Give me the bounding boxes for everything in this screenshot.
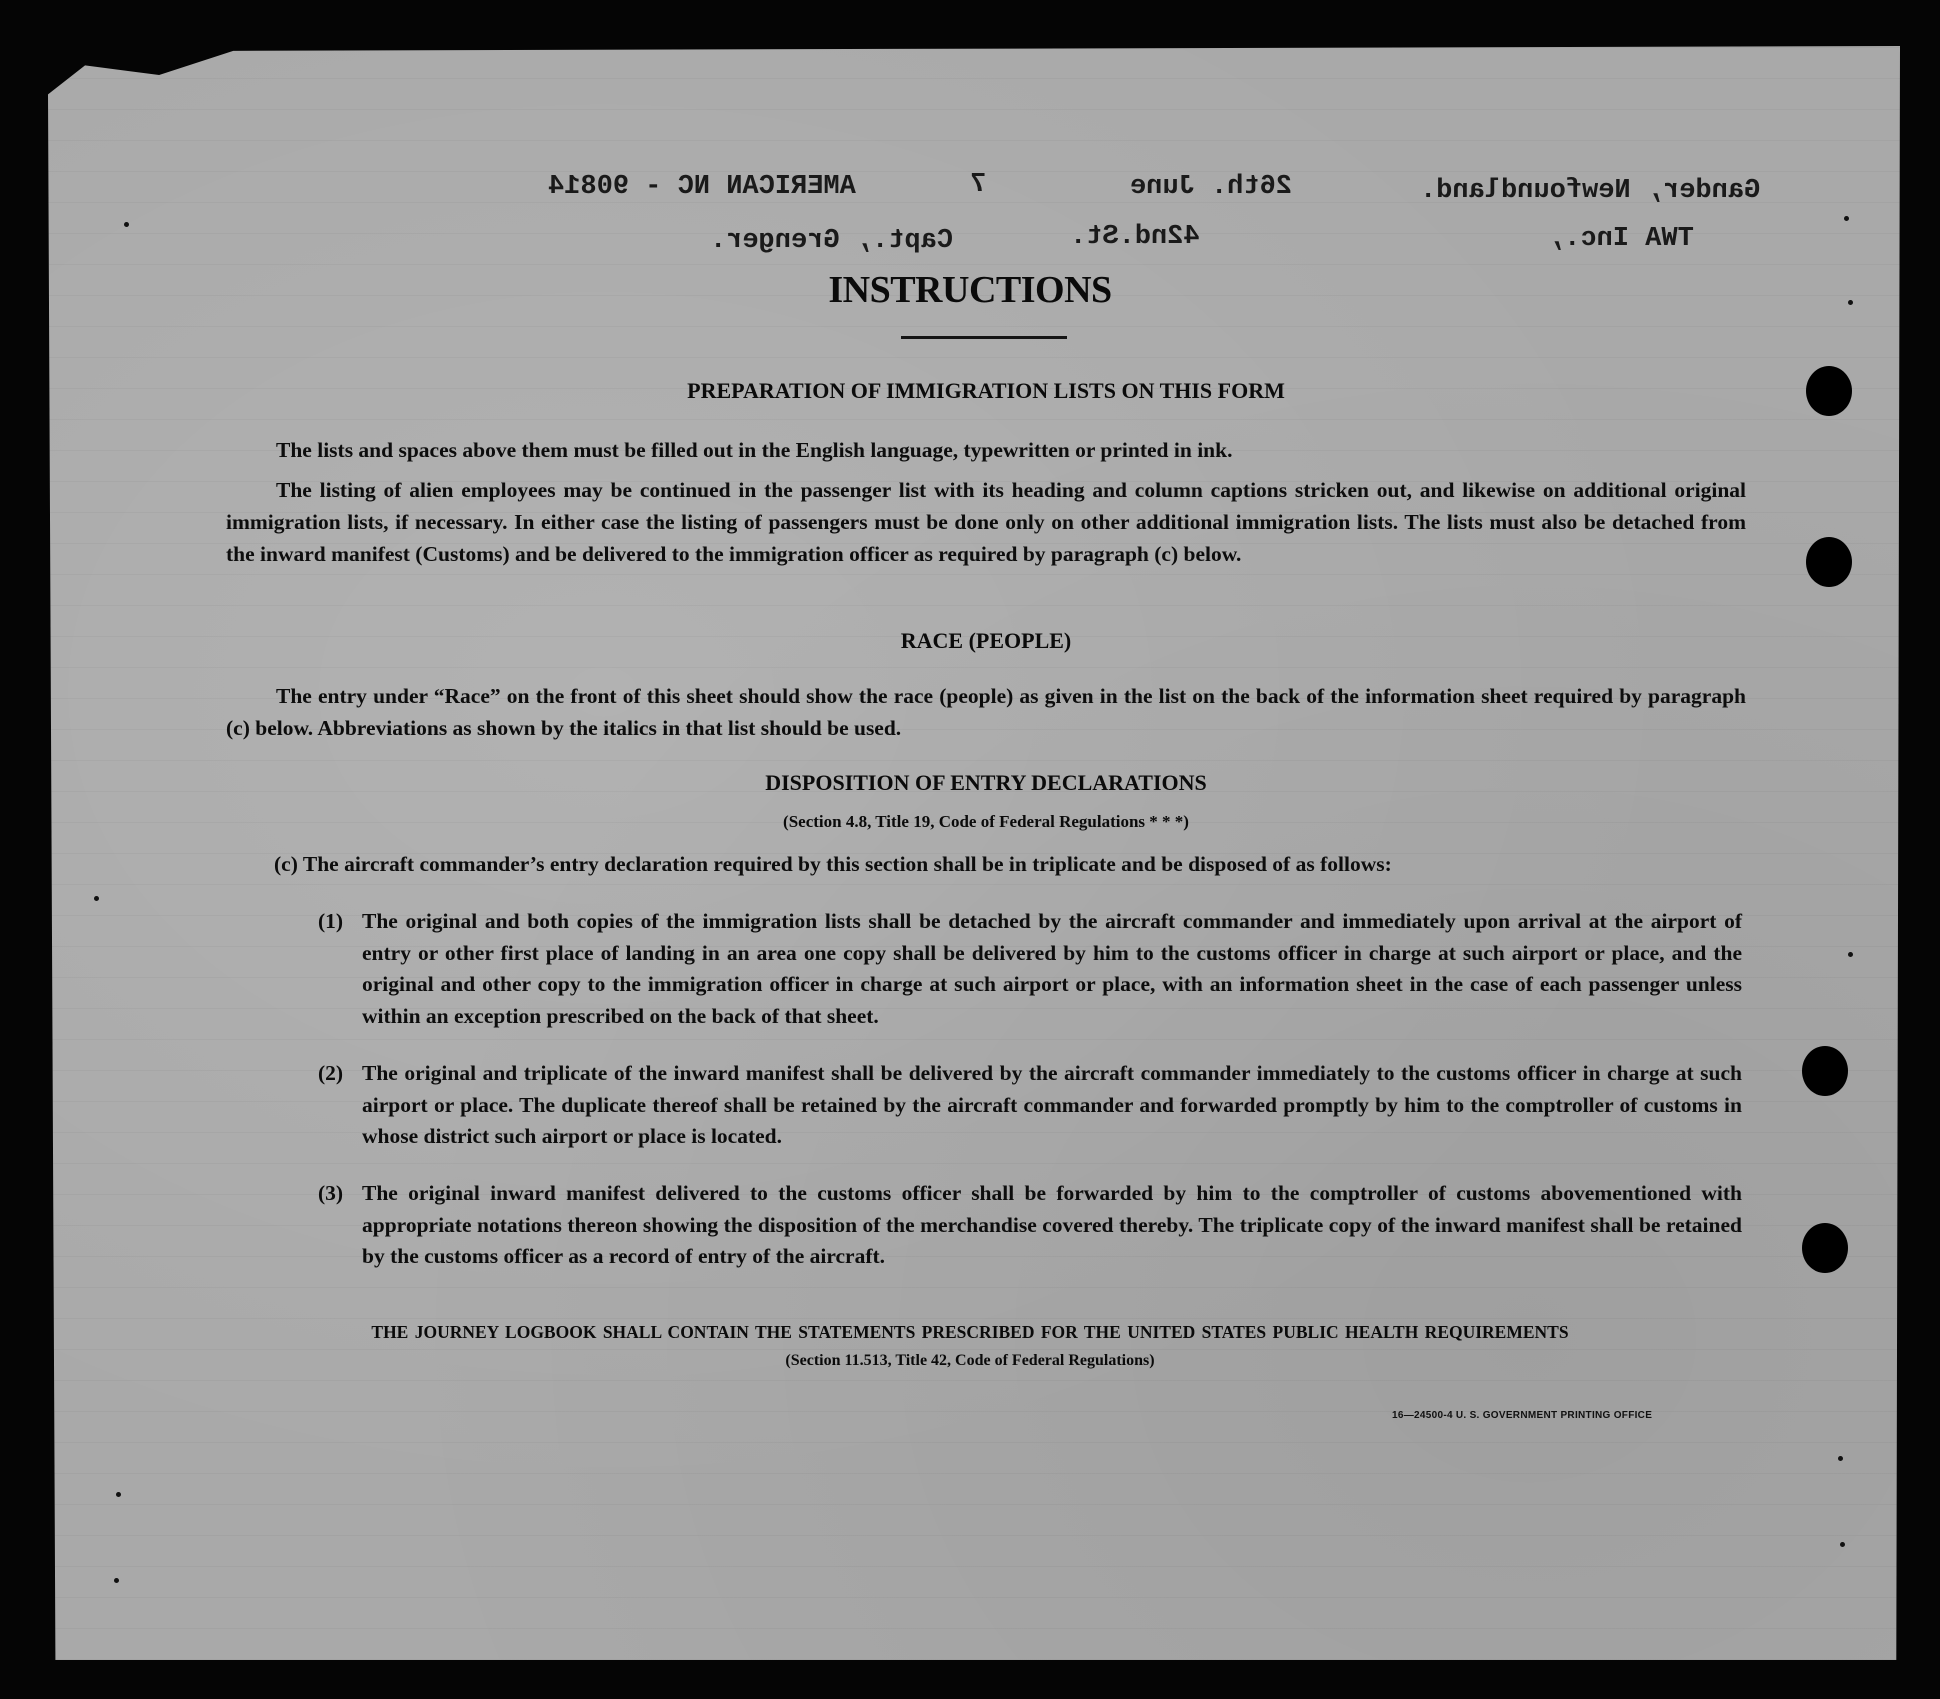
- binder-hole: [1806, 537, 1852, 587]
- typed-date-digit: 7: [970, 170, 987, 200]
- disposition-subheading: (Section 4.8, Title 19, Code of Federal Regulations * * *): [783, 812, 1189, 831]
- typed-owner: TWA Inc.,: [1548, 224, 1694, 254]
- item-number: (3): [318, 1181, 344, 1205]
- disposition-heading: DISPOSITION OF ENTRY DECLARATIONS: [765, 770, 1207, 795]
- disposition-intro: (c) The aircraft commander’s entry declaration required by this section shall be in triplicate and be disposed of as follows:: [274, 852, 1392, 876]
- race-p1-text: The entry under “Race” on the front of this sheet should show the race (people) as given in the list on the back of the information sheet required by paragraph (c) below. Abbreviations as shown by the italics in that list should be used.: [226, 684, 1746, 740]
- typed-date-day: 26th. June: [1130, 172, 1293, 202]
- item-number: (1): [318, 909, 344, 933]
- preparation-paragraph-2: [226, 474, 1746, 570]
- title-underline: [901, 336, 1067, 339]
- page-title: INSTRUCTIONS: [828, 269, 1112, 311]
- preparation-paragraph-1: [226, 434, 1746, 466]
- health-regulation-citation: (Section 11.513, Title 42, Code of Federal Regulations): [785, 1352, 1155, 1369]
- item-text: The original inward manifest delivered to the customs officer shall be forwarded by him to the comptroller of customs abovementioned with appropriate notations thereon showing the disposition of the merchandise covered thereby. The triplicate copy of the inward manifest shall be retained by the customs officer as a record of entry of the aircraft.: [362, 1181, 1742, 1268]
- typed-commander: Capt., Grenger.: [710, 226, 954, 256]
- disposition-item-1: [318, 906, 1742, 1032]
- binder-hole: [1802, 1046, 1848, 1096]
- bleed-through-header: [800, 92, 806, 118]
- typed-flight: AMERICAN NC - 90814: [548, 172, 856, 202]
- speck: [116, 1492, 121, 1497]
- health-requirements-line: THE JOURNEY LOGBOOK SHALL CONTAIN THE STATEMENTS PRESCRIBED FOR THE UNITED STATES PUBLIC HEALTH REQUIREMENTS: [371, 1322, 1569, 1342]
- item-text: The original and triplicate of the inward manifest shall be delivered by the aircraft commander immediately to the customs officer in charge at such airport or place. The duplicate thereof shall be retained by the aircraft commander and forwarded promptly by him to the comptroller of customs in whose district such airport or place is located.: [362, 1061, 1742, 1148]
- speck: [1840, 1542, 1845, 1547]
- race-paragraph: [226, 680, 1746, 744]
- speck: [114, 1578, 119, 1583]
- typed-port: Gander, Newfoundland.: [1420, 176, 1761, 206]
- preparation-heading: PREPARATION OF IMMIGRATION LISTS ON THIS FORM: [687, 378, 1285, 403]
- printer-note: 16—24500-4 U. S. GOVERNMENT PRINTING OFFICE: [1392, 1410, 1653, 1421]
- preparation-p1-text: The lists and spaces above them must be filled out in the English language, typewritten or printed in ink.: [276, 438, 1233, 462]
- speck: [1844, 216, 1849, 221]
- race-heading: RACE (PEOPLE): [900, 628, 1072, 653]
- speck: [124, 222, 129, 227]
- speck: [1848, 952, 1853, 957]
- speck: [94, 896, 99, 901]
- speck: [1838, 1456, 1843, 1461]
- binder-hole: [1802, 1223, 1848, 1273]
- preparation-p2-text: The listing of alien employees may be continued in the passenger list with its heading and column captions stricken out, and likewise on additional original immigration lists, if necessary. In either case the listing of passengers must be done only on other additional immigration lists. The lists must also be detached from the inward manifest (Customs) and be delivered to the immigration officer as required by paragraph (c) below.: [226, 478, 1746, 566]
- typed-address: 42nd.St.: [1070, 222, 1200, 252]
- disposition-item-3: [318, 1178, 1742, 1273]
- item-number: (2): [318, 1061, 344, 1085]
- item-text: The original and both copies of the immigration lists shall be detached by the aircraft commander and immediately upon arrival at the airport of entry or other first place of landing in an area one copy shall be delivered by him to the customs officer in charge at such airport or place, and the original and other copy to the immigration officer in charge at such airport or place, with an information sheet in the case of each passenger unless within an exception prescribed on the back of that sheet.: [362, 909, 1742, 1028]
- disposition-item-2: [318, 1058, 1742, 1153]
